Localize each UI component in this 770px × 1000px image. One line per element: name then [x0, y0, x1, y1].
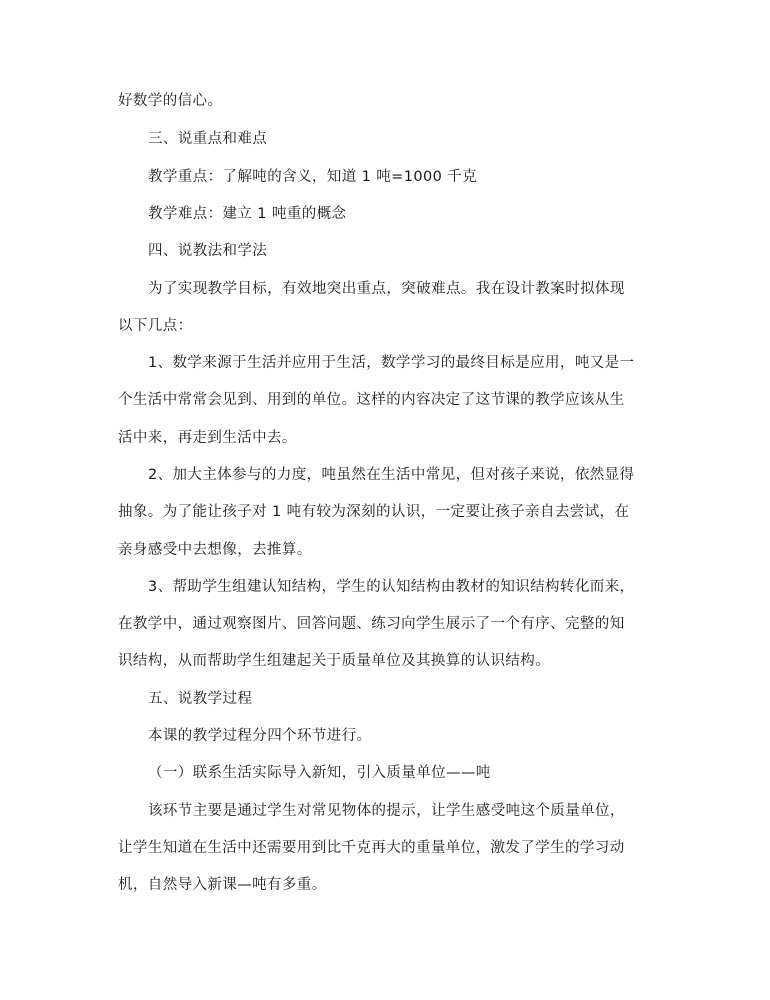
- text-line: 机，自然导入新课—吨有多重。: [118, 877, 327, 893]
- text-line: 识结构，从而帮助学生组建起关于质量单位及其换算的认识结构。: [118, 653, 551, 669]
- text-line: 3、帮助学生组建认知结构，学生的认知结构由教材的知识结构转化而来，: [148, 579, 635, 595]
- section-heading: 五、说教学过程: [148, 691, 253, 707]
- section-heading: 四、说教法和学法: [148, 243, 268, 259]
- text-line: 以下几点：: [118, 318, 193, 334]
- text-line: 本课的教学过程分四个环节进行。: [148, 728, 372, 744]
- section-heading: 三、说重点和难点: [148, 131, 268, 147]
- text-line: 2、加大主体参与的力度，吨虽然在生活中常见，但对孩子来说，依然显得: [148, 467, 635, 483]
- text-line: 好数学的信心。: [118, 93, 223, 109]
- text-line: 亲身感受中去想像，去推算。: [118, 542, 312, 558]
- text-line: 抽象。为了能让孩子对 1 吨有较为深刻的认识，一定要让孩子亲自去尝试，在: [118, 504, 630, 520]
- text-line: 为了实现教学目标，有效地突出重点，突破难点。我在设计教案时拟体现: [148, 281, 625, 297]
- subsection-heading: （一）联系生活实际导入新知，引入质量单位——吨: [148, 765, 491, 781]
- text-line: 在教学中，通过观察图片、回答问题、练习向学生展示了一个有序、完整的知: [118, 616, 625, 632]
- text-line: 教学难点：建立 1 吨重的概念: [148, 206, 347, 222]
- text-line: 活中来，再走到生活中去。: [118, 430, 297, 446]
- text-line: 1、数学来源于生活并应用于生活，数学学习的最终目标是应用，吨又是一: [148, 355, 635, 371]
- text-line: 让学生知道在生活中还需要用到比千克再大的重量单位，激发了学生的学习动: [118, 840, 625, 856]
- text-line: 教学重点：了解吨的含义，知道 1 吨=1000 千克: [148, 169, 478, 185]
- text-line: 该环节主要是通过学生对常见物体的提示，让学生感受吨这个质量单位，: [148, 803, 625, 819]
- text-line: 个生活中常常会见到、用到的单位。这样的内容决定了这节课的教学应该从生: [118, 392, 625, 408]
